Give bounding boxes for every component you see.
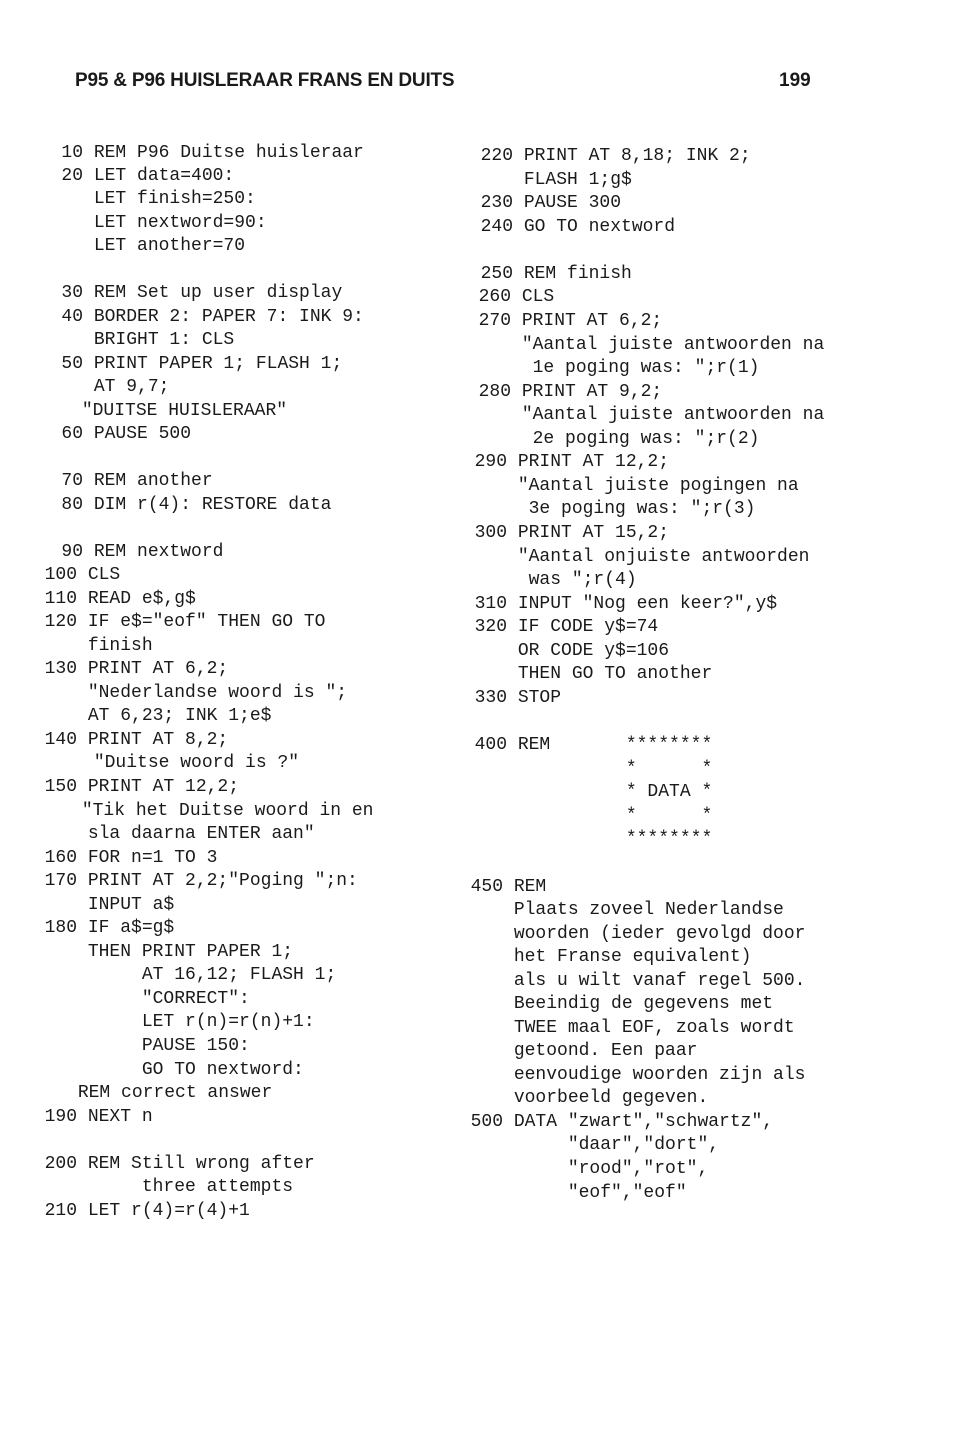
listing-line bbox=[50, 353, 342, 376]
code-text: PAUSE 500 bbox=[93, 424, 192, 444]
code-text: BRIGHT 1: CLS bbox=[93, 330, 235, 350]
code-text: Plaats zoveel Nederlandse bbox=[513, 900, 784, 920]
code-text: "Nederlandse woord is "; bbox=[87, 683, 348, 703]
code-text: * * bbox=[517, 806, 713, 826]
code-text: "Aantal juiste pogingen na bbox=[517, 476, 799, 496]
code-text: * DATA * bbox=[517, 782, 713, 802]
code-text: "daar","dort", bbox=[513, 1135, 720, 1155]
code-text: PRINT AT 9,2; bbox=[521, 382, 663, 402]
listing-line bbox=[478, 310, 662, 333]
listing-line bbox=[50, 329, 234, 352]
line-number: 190 bbox=[44, 1107, 77, 1127]
line-number: 80 bbox=[61, 495, 83, 515]
listing-line bbox=[34, 1082, 272, 1105]
line-number: 400 bbox=[474, 735, 507, 755]
listing-line bbox=[474, 593, 777, 616]
code-text: sla daarna ENTER aan" bbox=[87, 824, 315, 844]
code-text: PRINT AT 2,2;"Poging ";n: bbox=[87, 871, 358, 891]
line-number: 20 bbox=[61, 166, 83, 186]
listing-line bbox=[480, 169, 632, 192]
code-text: voorbeeld gegeven. bbox=[513, 1088, 709, 1108]
listing-line bbox=[44, 1059, 304, 1082]
line-number: 210 bbox=[44, 1201, 77, 1221]
listing-line bbox=[50, 212, 267, 235]
page-number: 199 bbox=[779, 70, 811, 91]
listing-line bbox=[478, 334, 824, 357]
listing-line bbox=[470, 946, 751, 969]
code-text: "Tik het Duitse woord in en bbox=[81, 801, 374, 821]
line-number: 250 bbox=[480, 264, 513, 284]
code-text: IF e$="eof" THEN GO TO bbox=[87, 612, 326, 632]
listing-line bbox=[50, 188, 256, 211]
listing-line bbox=[44, 635, 153, 658]
listing-line bbox=[480, 216, 675, 239]
listing-line bbox=[470, 923, 805, 946]
code-text: finish bbox=[87, 636, 153, 656]
code-text: woorden (ieder gevolgd door bbox=[513, 924, 806, 944]
code-text: CLS bbox=[87, 565, 121, 585]
code-text: LET r(4)=r(4)+1 bbox=[87, 1201, 250, 1221]
listing-line bbox=[50, 752, 299, 775]
code-text: PRINT AT 8,18; INK 2; bbox=[523, 146, 751, 166]
code-text: REM ******** bbox=[517, 735, 713, 755]
code-text: REM Set up user display bbox=[93, 283, 343, 303]
listing-line bbox=[44, 588, 196, 611]
listing-line bbox=[470, 1040, 697, 1063]
code-text: REM another bbox=[93, 471, 213, 491]
code-text: TWEE maal EOF, zoals wordt bbox=[513, 1018, 795, 1038]
listing-line bbox=[44, 894, 174, 917]
code-text: REM finish bbox=[523, 264, 632, 284]
code-text: LET finish=250: bbox=[93, 189, 256, 209]
code-text: "Duitse woord is ?" bbox=[93, 753, 300, 773]
code-text: PAUSE 300 bbox=[523, 193, 622, 213]
code-text: FLASH 1;g$ bbox=[523, 170, 632, 190]
listing-line bbox=[474, 640, 669, 663]
code-text: PRINT AT 6,2; bbox=[87, 659, 229, 679]
listing-line bbox=[50, 423, 191, 446]
code-text: 1e poging was: ";r(1) bbox=[521, 358, 760, 378]
listing-line bbox=[50, 376, 169, 399]
listing-line bbox=[470, 970, 805, 993]
code-text: READ e$,g$ bbox=[87, 589, 196, 609]
code-text: LET another=70 bbox=[93, 236, 246, 256]
listing-line bbox=[44, 1200, 250, 1223]
line-number: 10 bbox=[61, 143, 83, 163]
listing-line bbox=[474, 781, 712, 804]
listing-line bbox=[474, 475, 799, 498]
code-text: GO TO nextword: bbox=[87, 1060, 304, 1080]
code-text: "Aantal juiste antwoorden na bbox=[521, 405, 825, 425]
line-number: 30 bbox=[61, 283, 83, 303]
code-text: PRINT PAPER 1; FLASH 1; bbox=[93, 354, 343, 374]
code-text: 2e poging was: ";r(2) bbox=[521, 429, 760, 449]
listing-line bbox=[44, 1153, 315, 1176]
listing-line bbox=[44, 1176, 293, 1199]
code-text: "Aantal onjuiste antwoorden bbox=[517, 547, 810, 567]
listing-line bbox=[44, 776, 239, 799]
code-text: IF a$=g$ bbox=[87, 918, 175, 938]
code-text: AT 16,12; FLASH 1; bbox=[87, 965, 337, 985]
listing-line bbox=[50, 494, 331, 517]
listing-line bbox=[44, 729, 228, 752]
code-text: REM Still wrong after bbox=[87, 1154, 315, 1174]
line-number: 150 bbox=[44, 777, 77, 797]
listing-line bbox=[38, 400, 287, 423]
listing-line bbox=[470, 1017, 795, 1040]
line-number: 120 bbox=[44, 612, 77, 632]
line-number: 320 bbox=[474, 617, 507, 637]
line-number: 240 bbox=[480, 217, 513, 237]
code-text: CLS bbox=[521, 287, 555, 307]
listing-line bbox=[38, 800, 373, 823]
line-number: 290 bbox=[474, 452, 507, 472]
code-text: LET r(n)=r(n)+1: bbox=[87, 1012, 315, 1032]
code-text: REM bbox=[513, 877, 547, 897]
code-text: GO TO nextword bbox=[523, 217, 676, 237]
code-text: NEXT n bbox=[87, 1107, 153, 1127]
listing-line bbox=[44, 682, 347, 705]
code-text: PAUSE 150: bbox=[87, 1036, 250, 1056]
listing-line bbox=[474, 687, 561, 710]
code-text: 3e poging was: ";r(3) bbox=[517, 499, 756, 519]
code-text: ******** bbox=[517, 829, 713, 849]
line-number: 100 bbox=[44, 565, 77, 585]
listing-line bbox=[478, 428, 759, 451]
listing-line bbox=[474, 616, 658, 639]
listing-line bbox=[470, 1158, 708, 1181]
listing-line bbox=[474, 498, 755, 521]
listing-line bbox=[470, 1064, 805, 1087]
line-number: 160 bbox=[44, 848, 77, 868]
listing-line bbox=[474, 805, 712, 828]
code-text: LET nextword=90: bbox=[93, 213, 267, 233]
code-text: "rood","rot", bbox=[513, 1159, 709, 1179]
listing-line bbox=[478, 381, 662, 404]
line-number: 40 bbox=[61, 307, 83, 327]
listing-line bbox=[50, 282, 342, 305]
line-number: 280 bbox=[478, 382, 511, 402]
listing-line bbox=[50, 235, 245, 258]
listing-line bbox=[44, 1106, 153, 1129]
listing-line bbox=[470, 993, 773, 1016]
listing-line bbox=[478, 286, 554, 309]
listing-line bbox=[474, 734, 712, 757]
code-text: REM P96 Duitse huisleraar bbox=[93, 143, 364, 163]
listing-line bbox=[50, 165, 234, 188]
code-text: BORDER 2: PAPER 7: INK 9: bbox=[93, 307, 364, 327]
code-text: Beeindig de gegevens met bbox=[513, 994, 774, 1014]
code-text: three attempts bbox=[87, 1177, 294, 1197]
code-text: * * bbox=[517, 759, 713, 779]
listing-line bbox=[50, 306, 364, 329]
listing-line bbox=[474, 663, 712, 686]
line-number: 60 bbox=[61, 424, 83, 444]
listing-line bbox=[50, 541, 223, 564]
line-number: 220 bbox=[480, 146, 513, 166]
code-text: PRINT AT 12,2; bbox=[87, 777, 240, 797]
line-number: 110 bbox=[44, 589, 77, 609]
listing-line bbox=[44, 964, 336, 987]
listing-line bbox=[50, 470, 213, 493]
code-text: FOR n=1 TO 3 bbox=[87, 848, 218, 868]
line-number: 330 bbox=[474, 688, 507, 708]
line-number: 500 bbox=[470, 1112, 503, 1132]
listing-line bbox=[470, 1087, 708, 1110]
listing-line bbox=[474, 522, 669, 545]
code-text: INPUT a$ bbox=[87, 895, 175, 915]
code-text: eenvoudige woorden zijn als bbox=[513, 1065, 806, 1085]
listing-line bbox=[470, 1134, 719, 1157]
code-text: PRINT AT 15,2; bbox=[517, 523, 670, 543]
code-text: AT 6,23; INK 1;e$ bbox=[87, 706, 272, 726]
listing-line bbox=[44, 1011, 315, 1034]
running-header-title: P95 & P96 HUISLERAAR FRANS EN DUITS bbox=[75, 70, 455, 91]
listing-line bbox=[480, 192, 621, 215]
listing-line bbox=[50, 142, 364, 165]
code-text: THEN GO TO another bbox=[517, 664, 713, 684]
line-number: 170 bbox=[44, 871, 77, 891]
listing-line bbox=[474, 451, 669, 474]
line-number: 70 bbox=[61, 471, 83, 491]
listing-line bbox=[478, 404, 824, 427]
code-text: THEN PRINT PAPER 1; bbox=[87, 942, 294, 962]
listing-line bbox=[44, 917, 174, 940]
listing-line bbox=[44, 823, 315, 846]
code-text: "DUITSE HUISLERAAR" bbox=[81, 401, 288, 421]
listing-line bbox=[44, 870, 358, 893]
line-number: 300 bbox=[474, 523, 507, 543]
listing-line bbox=[44, 611, 325, 634]
code-text: OR CODE y$=106 bbox=[517, 641, 670, 661]
listing-line bbox=[470, 1182, 687, 1205]
code-text: AT 9,7; bbox=[93, 377, 170, 397]
listing-line bbox=[44, 941, 293, 964]
line-number: 270 bbox=[478, 311, 511, 331]
listing-line bbox=[470, 876, 546, 899]
listing-line bbox=[44, 988, 250, 1011]
line-number: 230 bbox=[480, 193, 513, 213]
listing-line bbox=[478, 357, 759, 380]
listing-line bbox=[474, 546, 809, 569]
line-number: 90 bbox=[61, 542, 83, 562]
code-text: "Aantal juiste antwoorden na bbox=[521, 335, 825, 355]
line-number: 310 bbox=[474, 594, 507, 614]
line-number: 140 bbox=[44, 730, 77, 750]
code-text: INPUT "Nog een keer?",y$ bbox=[517, 594, 778, 614]
line-number: 180 bbox=[44, 918, 77, 938]
code-text: "CORRECT": bbox=[87, 989, 250, 1009]
code-text: STOP bbox=[517, 688, 562, 708]
code-text: REM correct answer bbox=[77, 1083, 273, 1103]
code-text: was ";r(4) bbox=[517, 570, 637, 590]
code-text: als u wilt vanaf regel 500. bbox=[513, 971, 806, 991]
code-text: het Franse equivalent) bbox=[513, 947, 752, 967]
listing-line bbox=[470, 899, 784, 922]
line-number: 450 bbox=[470, 877, 503, 897]
code-text: "eof","eof" bbox=[513, 1183, 687, 1203]
listing-line bbox=[480, 145, 751, 168]
listing-line bbox=[470, 1111, 773, 1134]
code-text: REM nextword bbox=[93, 542, 224, 562]
listing-line bbox=[44, 564, 120, 587]
line-number: 130 bbox=[44, 659, 77, 679]
code-text: DIM r(4): RESTORE data bbox=[93, 495, 332, 515]
listing-line bbox=[44, 847, 217, 870]
listing-line bbox=[44, 1035, 250, 1058]
listing-line bbox=[474, 758, 712, 781]
listing-line bbox=[480, 263, 632, 286]
listing-line bbox=[474, 828, 712, 851]
listing-line bbox=[474, 569, 637, 592]
line-number: 50 bbox=[61, 354, 83, 374]
code-text: DATA "zwart","schwartz", bbox=[513, 1112, 774, 1132]
listing-line bbox=[44, 658, 228, 681]
line-number: 200 bbox=[44, 1154, 77, 1174]
code-text: PRINT AT 6,2; bbox=[521, 311, 663, 331]
code-text: PRINT AT 12,2; bbox=[517, 452, 670, 472]
code-text: IF CODE y$=74 bbox=[517, 617, 659, 637]
code-text: getoond. Een paar bbox=[513, 1041, 698, 1061]
code-text: PRINT AT 8,2; bbox=[87, 730, 229, 750]
line-number: 260 bbox=[478, 287, 511, 307]
code-text: LET data=400: bbox=[93, 166, 235, 186]
listing-line bbox=[44, 705, 271, 728]
